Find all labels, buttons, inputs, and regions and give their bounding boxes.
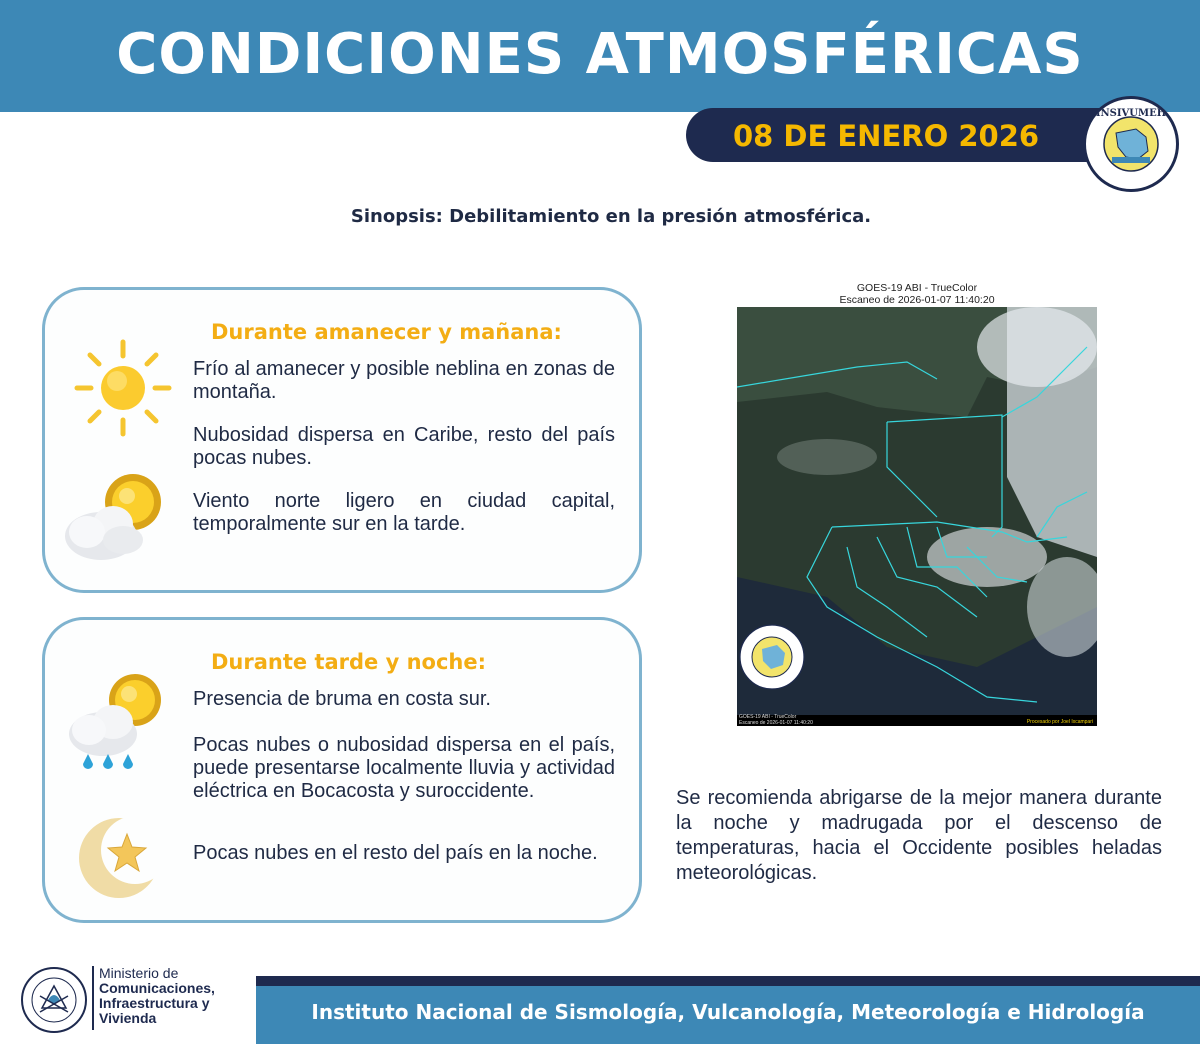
afternoon-forecast-card [42, 617, 642, 923]
satellite-footer-line1: GOES-19 ABI - TrueColor [739, 714, 797, 720]
satellite-caption [737, 282, 1097, 306]
satellite-credit: Procesado por Joel Ixcampari [1026, 719, 1093, 725]
synopsis-text: Sinopsis: Debilitamiento en la presión atmosférica. [350, 206, 872, 227]
insivumeh-logo [1083, 96, 1179, 192]
sun-cloud-rain-icon [65, 672, 169, 788]
afternoon-heading: Durante tarde y noche: [211, 650, 487, 674]
morning-heading: Durante amanecer y mañana: [211, 320, 562, 344]
guatemala-seal-icon [20, 966, 88, 1034]
satellite-caption-line1: GOES-19 ABI - TrueColor [856, 282, 978, 294]
sun-icon [71, 336, 175, 444]
recommendation-text: Se recomienda abrigarse de la mejor manera durante la noche y madrugada por el descenso de temperaturas, hacia el Occidente posibles heladas meteorológicas. [676, 787, 1162, 884]
logo-label: INSIVUMEH [1095, 108, 1167, 119]
morning-forecast-card [42, 287, 642, 593]
moon-star-icon [75, 814, 165, 908]
afternoon-paragraph-1: Presencia de bruma en costa sur. [193, 688, 491, 710]
satellite-footer-line2: Escaneo de 2026-01-07 11:40:20 [739, 719, 813, 726]
ministry-label [99, 966, 249, 1026]
sun-behind-cloud-icon [61, 472, 171, 568]
insivumeh-emblem-icon [1086, 99, 1176, 189]
morning-paragraph-1: Frío al amanecer y posible neblina en zonas de montaña. [193, 358, 615, 403]
morning-paragraph-3: Viento norte ligero en ciudad capital, temporalmente sur en la tarde. [193, 490, 615, 535]
date-label: 08 DE ENERO 2026 [732, 119, 1040, 153]
satellite-image [737, 307, 1097, 726]
afternoon-paragraph-3: Pocas nubes en el resto del país en la noche. [193, 842, 598, 864]
ministry-line4: Vivienda [99, 1010, 157, 1026]
morning-paragraph-2: Nubosidad dispersa en Caribe, resto del país pocas nubes. [193, 424, 615, 469]
ministry-divider [92, 966, 94, 1030]
footer-accent-line [256, 976, 1200, 986]
ministry-line3: Infraestructura y [99, 995, 210, 1011]
ministry-line1: Ministerio de [99, 965, 179, 981]
ministry-line2: Comunicaciones, [99, 980, 215, 996]
satellite-caption-line2: Escaneo de 2026-01-07 11:40:20 [839, 294, 995, 306]
page-title: CONDICIONES ATMOSFÉRICAS [116, 22, 1084, 87]
afternoon-paragraph-2: Pocas nubes o nubosidad dispersa en el país, puede presentarse localmente lluvia y actividad eléctrica en Bocacosta y suroccidente. [193, 734, 615, 802]
institute-name: Instituto Nacional de Sismología, Vulcanología, Meteorología e Hidrología [311, 1000, 1145, 1024]
